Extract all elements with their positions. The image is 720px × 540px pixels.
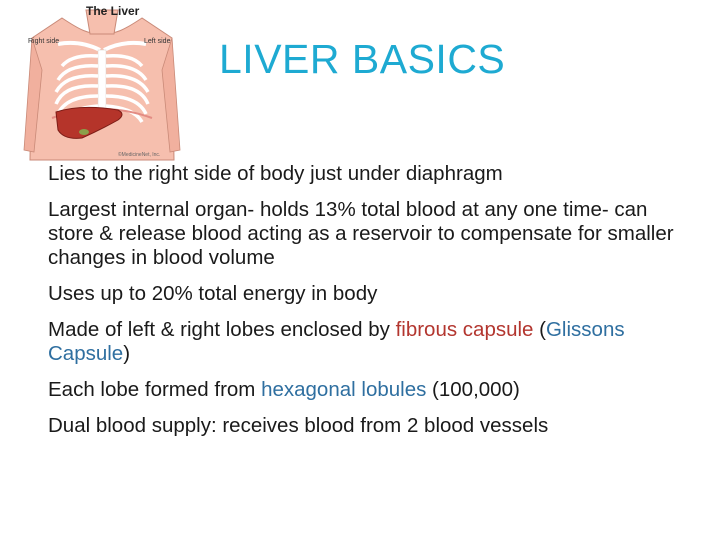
slide-title: LIVER BASICS — [219, 36, 506, 82]
bullet-text: Lies to the right side of body just under diaphragm — [48, 162, 503, 185]
bullet-text: Largest internal organ- holds 13% total blood at any one time- can store & release blood acting as a reservoir to compensate for smaller changes in blood volume — [48, 198, 674, 269]
bullet-item — [48, 162, 688, 186]
bullet-item — [48, 378, 688, 402]
illustration-title: The Liver — [86, 4, 140, 18]
torso-ribcage-drawing — [22, 0, 182, 162]
illustration-label-right: Right side — [28, 38, 60, 45]
bullet-item — [48, 318, 688, 366]
highlight-fibrous-capsule: fibrous capsule — [395, 318, 534, 341]
bullet-text: Made of left & right lobes enclosed by — [48, 318, 396, 341]
bullet-item — [48, 282, 688, 306]
illustration-copyright: ©MedicineNet, Inc. — [118, 152, 161, 158]
bullet-text: Dual blood supply: receives blood from 2 blood vessels — [48, 414, 549, 437]
bullet-item — [48, 414, 688, 438]
bullet-text: Uses up to 20% total energy in body — [48, 282, 378, 305]
bullet-text: (100,000) — [426, 378, 520, 401]
bullet-item — [48, 198, 688, 270]
highlight-glissons-capsule: Glissons Capsule — [48, 318, 625, 365]
bullet-text: Each lobe formed from — [48, 378, 262, 401]
highlight-hexagonal-lobules: hexagonal lobules — [261, 378, 427, 401]
bullet-list — [48, 162, 688, 450]
illustration-label-left: Left side — [144, 38, 171, 45]
bullet-text: ) — [123, 342, 131, 365]
liver-anatomy-illustration — [22, 0, 182, 162]
bullet-text: ( — [533, 318, 546, 341]
